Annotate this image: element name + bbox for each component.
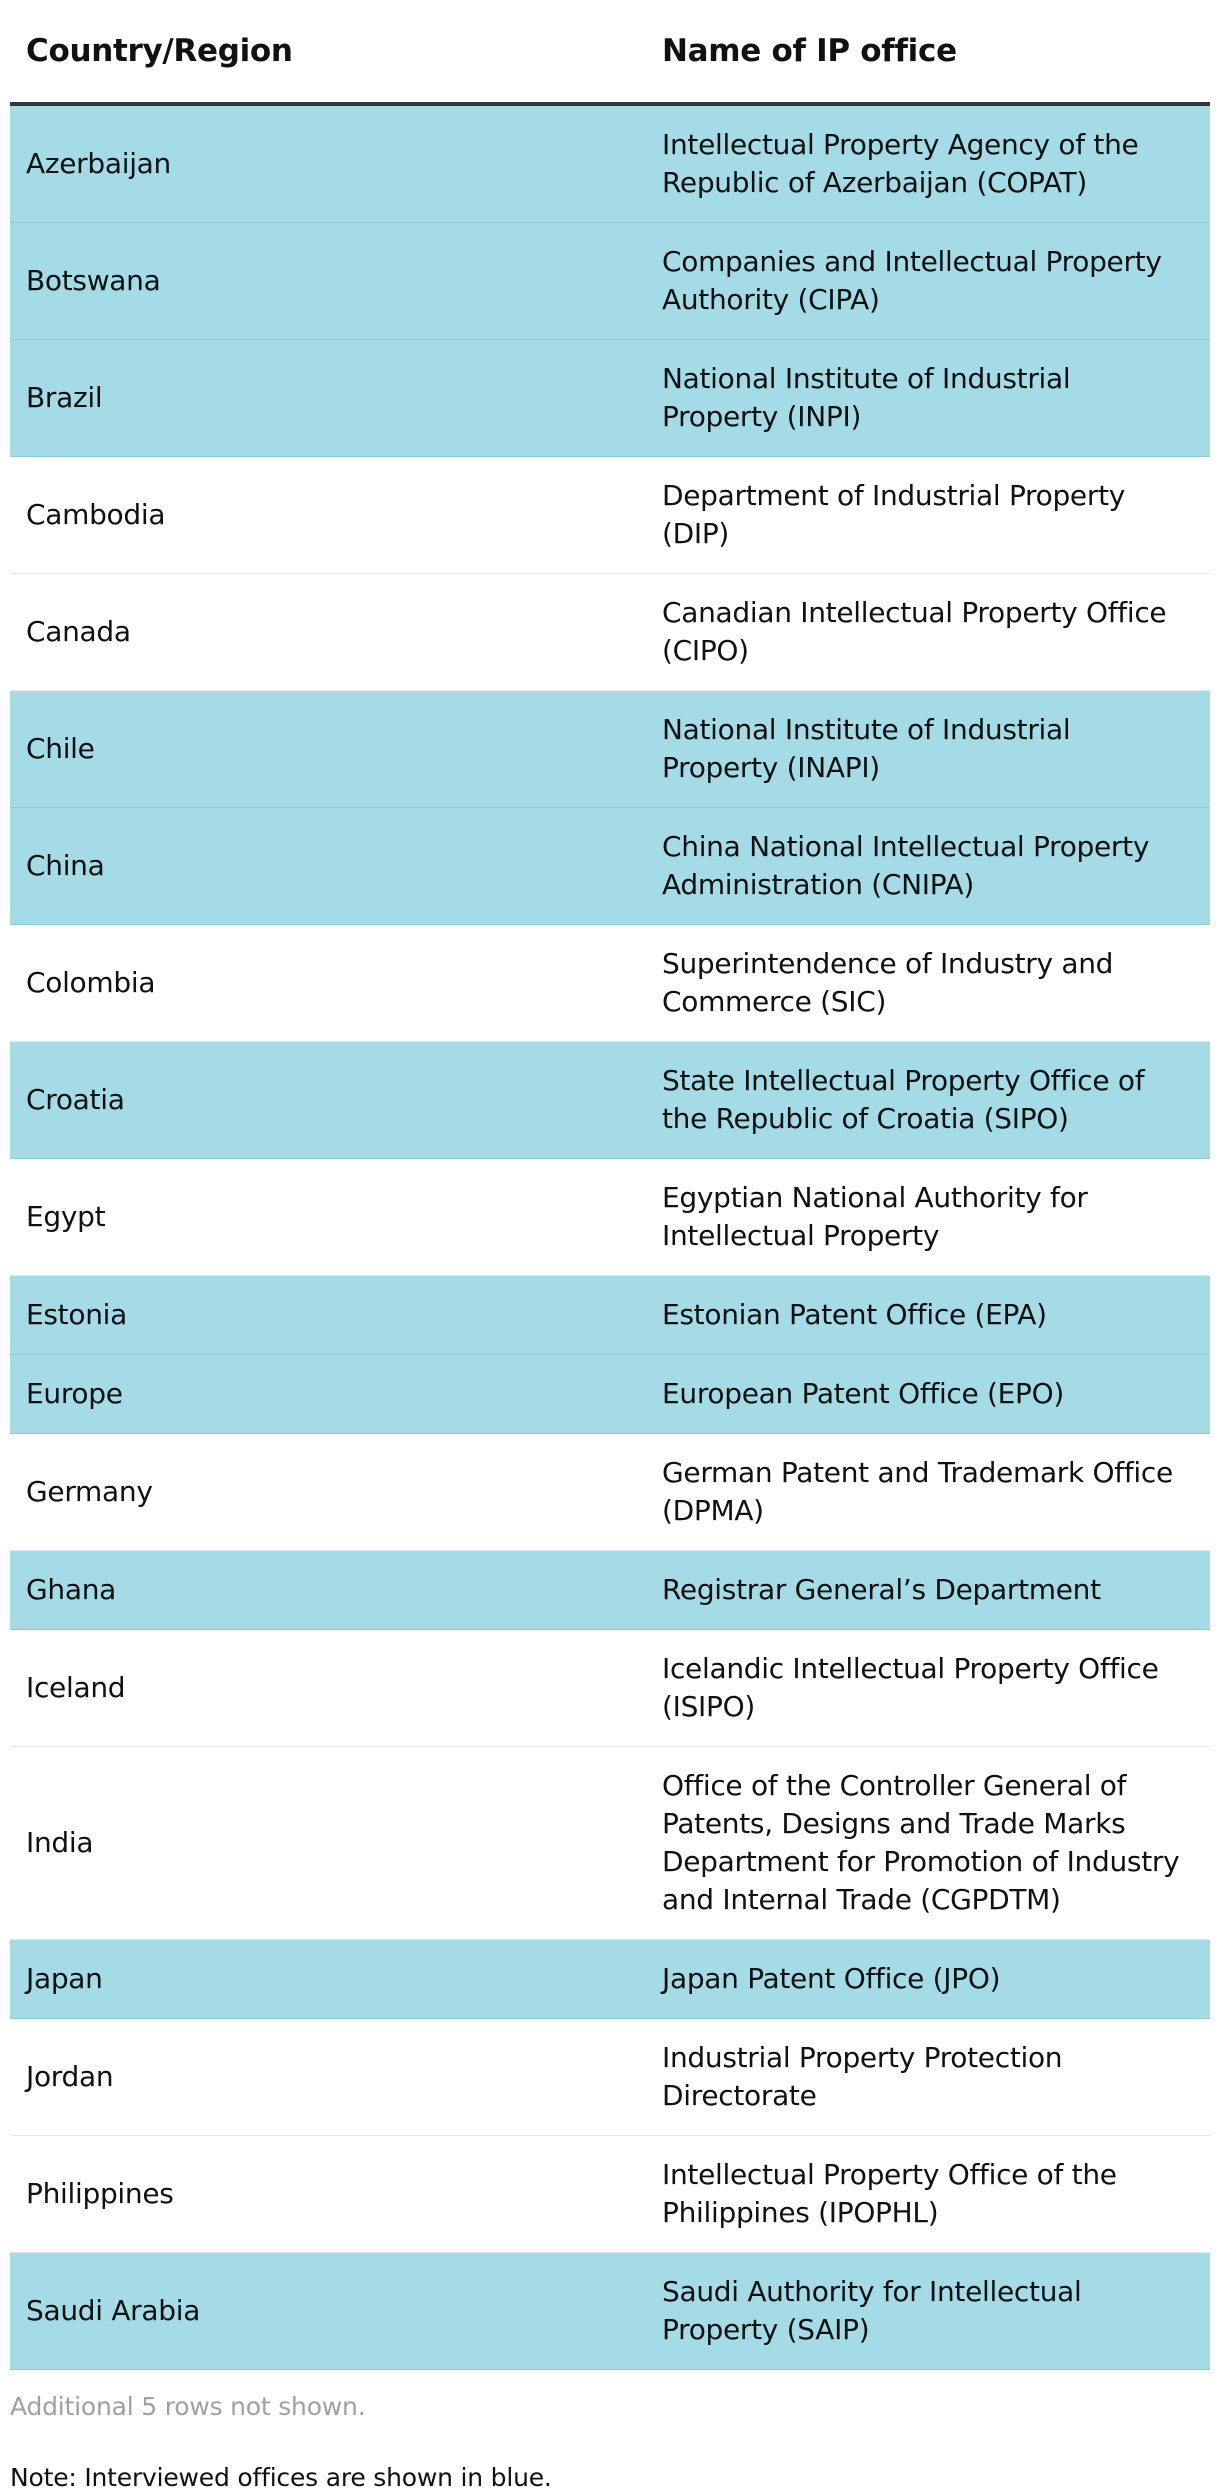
table-note: Note: Interviewed offices are shown in blue.: [10, 2463, 552, 2492]
table-row: [10, 1159, 1210, 1276]
table-body: [10, 104, 1210, 2370]
table-header: [10, 0, 1210, 104]
ip-offices-table-container: [10, 0, 1210, 2492]
table-row: [10, 457, 1210, 574]
table-row: [10, 1355, 1210, 1434]
country-cell: Cambodia: [10, 457, 646, 574]
country-cell: Brazil: [10, 340, 646, 457]
country-cell: Iceland: [10, 1630, 646, 1747]
office-cell: Registrar General’s Department: [646, 1551, 1210, 1630]
table-row: [10, 1940, 1210, 2019]
office-cell: Icelandic Intellectual Property Office (ISIPO): [646, 1630, 1210, 1747]
country-cell: Botswana: [10, 223, 646, 340]
country-cell: Croatia: [10, 1042, 646, 1159]
table-row: [10, 2136, 1210, 2253]
office-cell: Egyptian National Authority for Intellectual Property: [646, 1159, 1210, 1276]
country-cell: Estonia: [10, 1276, 646, 1355]
country-cell: Ghana: [10, 1551, 646, 1630]
table-row: [10, 1042, 1210, 1159]
country-cell: Philippines: [10, 2136, 646, 2253]
table-row: [10, 574, 1210, 691]
office-cell: Companies and Intellectual Property Authority (CIPA): [646, 223, 1210, 340]
office-cell: China National Intellectual Property Administration (CNIPA): [646, 808, 1210, 925]
column-header-office: Name of IP office: [646, 0, 1210, 104]
office-cell: Estonian Patent Office (EPA): [646, 1276, 1210, 1355]
office-cell: European Patent Office (EPO): [646, 1355, 1210, 1434]
country-cell: Japan: [10, 1940, 646, 2019]
office-cell: Industrial Property Protection Directorate: [646, 2019, 1210, 2136]
country-cell: Egypt: [10, 1159, 646, 1276]
table-row: [10, 1276, 1210, 1355]
table-row: [10, 223, 1210, 340]
office-cell: Department of Industrial Property (DIP): [646, 457, 1210, 574]
office-cell: Intellectual Property Agency of the Republic of Azerbaijan (COPAT): [646, 104, 1210, 223]
table-row: [10, 2253, 1210, 2370]
office-cell: Superintendence of Industry and Commerce (SIC): [646, 925, 1210, 1042]
rows-not-shown-text: Additional 5 rows not shown.: [10, 2392, 366, 2421]
table-row: [10, 1551, 1210, 1630]
table-row: [10, 925, 1210, 1042]
table-row: [10, 340, 1210, 457]
table-row: [10, 1747, 1210, 1940]
column-header-country: Country/Region: [10, 0, 646, 104]
office-cell: Saudi Authority for Intellectual Property (SAIP): [646, 2253, 1210, 2370]
country-cell: Canada: [10, 574, 646, 691]
ip-offices-table: [10, 0, 1210, 2370]
table-row: [10, 808, 1210, 925]
country-cell: Saudi Arabia: [10, 2253, 646, 2370]
country-cell: Jordan: [10, 2019, 646, 2136]
country-cell: Chile: [10, 691, 646, 808]
country-cell: India: [10, 1747, 646, 1940]
table-row: [10, 1630, 1210, 1747]
office-cell: German Patent and Trademark Office (DPMA): [646, 1434, 1210, 1551]
table-row: [10, 104, 1210, 223]
office-cell: State Intellectual Property Office of the Republic of Croatia (SIPO): [646, 1042, 1210, 1159]
office-cell: Intellectual Property Office of the Philippines (IPOPHL): [646, 2136, 1210, 2253]
country-cell: Azerbaijan: [10, 104, 646, 223]
office-cell: National Institute of Industrial Property (INPI): [646, 340, 1210, 457]
country-cell: Colombia: [10, 925, 646, 1042]
table-row: [10, 2019, 1210, 2136]
header-row: [10, 0, 1210, 104]
country-cell: Europe: [10, 1355, 646, 1434]
office-cell: Japan Patent Office (JPO): [646, 1940, 1210, 2019]
table-row: [10, 1434, 1210, 1551]
country-cell: Germany: [10, 1434, 646, 1551]
table-row: [10, 691, 1210, 808]
country-cell: China: [10, 808, 646, 925]
office-cell: Office of the Controller General of Patents, Designs and Trade Marks Department for Promotion of Industry and Internal Trade (CGPDTM): [646, 1747, 1210, 1940]
office-cell: National Institute of Industrial Property (INAPI): [646, 691, 1210, 808]
office-cell: Canadian Intellectual Property Office (CIPO): [646, 574, 1210, 691]
